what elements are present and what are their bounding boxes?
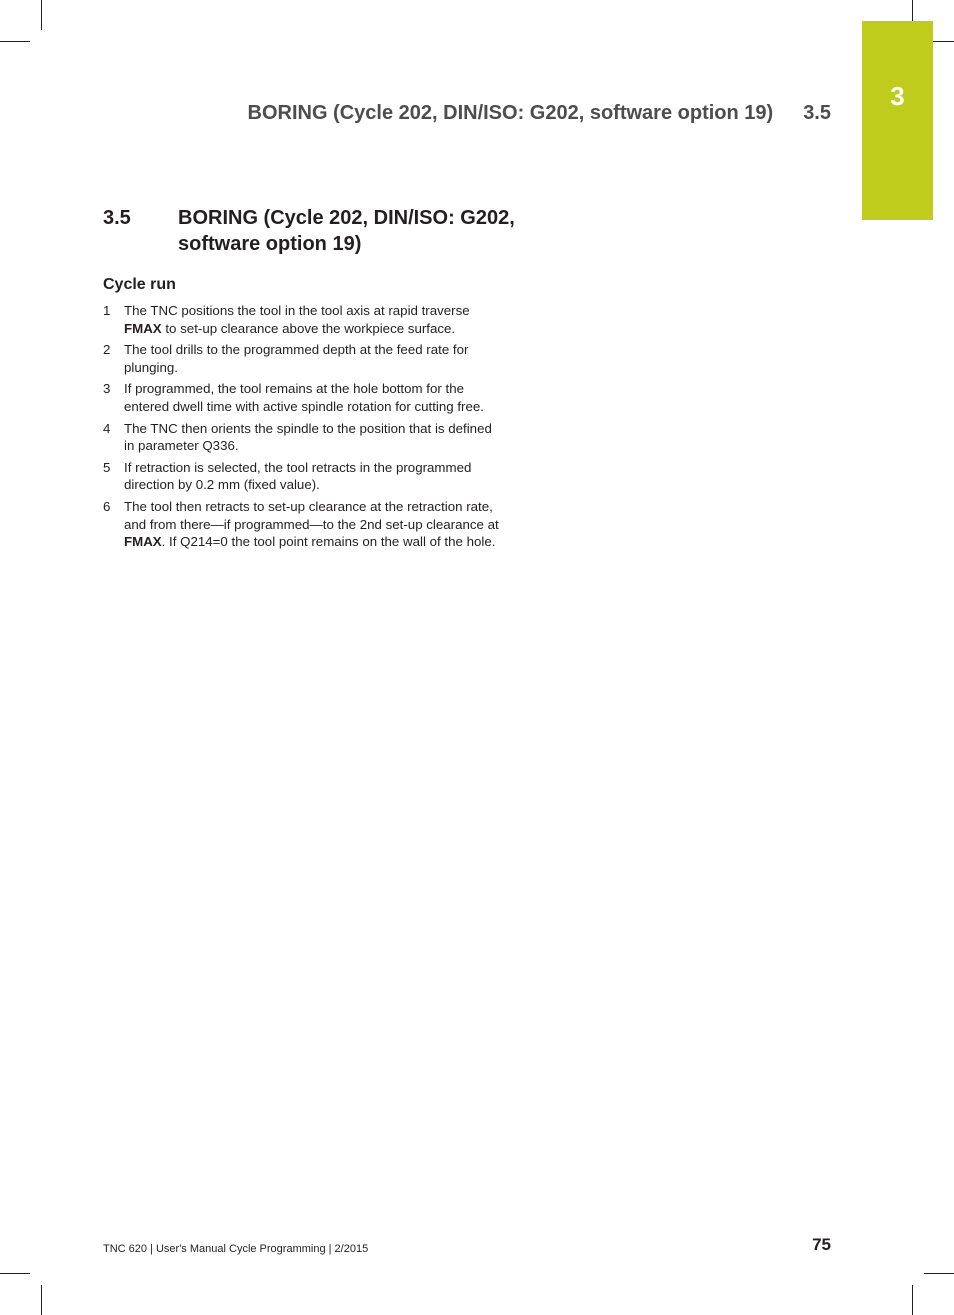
step-text: plunging. (124, 359, 178, 375)
step-text: If programmed, the tool remains at the hole bottom for the (124, 381, 464, 397)
step-text: . If Q214=0 the tool point remains on the wall of the hole. (161, 534, 496, 550)
step-text: in parameter Q336. (124, 438, 239, 454)
step-text: The TNC then orients the spindle to the position that is defined (124, 420, 492, 436)
step-number: 5 (103, 459, 111, 475)
keyword-fmax: FMAX (124, 320, 162, 336)
list-item (103, 341, 548, 376)
crop-mark (0, 41, 30, 42)
section-title (178, 205, 583, 257)
step-number: 3 (103, 381, 111, 397)
crop-mark (41, 0, 42, 30)
crop-mark (0, 1273, 30, 1274)
step-text: direction by 0.2 mm (fixed value). (124, 477, 320, 493)
footer-text: TNC 620 | User's Manual Cycle Programming | 2/2015 (103, 1243, 369, 1255)
list-item (103, 302, 548, 337)
section-title-line1: BORING (Cycle 202, DIN/ISO: G202, (178, 207, 515, 229)
keyword-fmax: FMAX (124, 534, 162, 550)
step-text: entered dwell time with active spindle rotation for cutting free. (124, 398, 484, 414)
step-number: 1 (103, 303, 111, 318)
step-number: 2 (103, 342, 111, 358)
running-header-title: BORING (Cycle 202, DIN/ISO: G202, software option 19) (247, 102, 774, 124)
list-item (103, 498, 548, 551)
step-text: The tool drills to the programmed depth at the feed rate for (124, 342, 469, 358)
steps-list (103, 302, 548, 555)
step-text: The TNC positions the tool in the tool axis at rapid traverse (124, 303, 470, 318)
section-title-line2: software option 19) (178, 233, 362, 255)
step-text: If retraction is selected, the tool retracts in the programmed (124, 459, 472, 475)
crop-mark (924, 1273, 954, 1274)
step-number: 4 (103, 420, 111, 436)
list-item (103, 420, 548, 455)
step-text: to set-up clearance above the workpiece surface. (161, 320, 456, 336)
running-header (248, 102, 832, 125)
section-number: 3.5 (103, 207, 131, 229)
step-number: 6 (103, 498, 111, 514)
step-text: and from there—if programmed—to the 2nd set-up clearance at (124, 516, 499, 532)
list-item (103, 380, 548, 415)
chapter-tab (862, 21, 933, 220)
subheading-cycle-run: Cycle run (103, 276, 176, 293)
list-item (103, 459, 548, 494)
page-number: 75 (812, 1235, 831, 1254)
chapter-number: 3 (890, 81, 905, 111)
crop-mark (41, 1285, 42, 1315)
running-header-section: 3.5 (803, 102, 831, 124)
crop-mark (912, 1285, 913, 1315)
step-text: The tool then retracts to set-up clearance at the retraction rate, (124, 498, 493, 514)
